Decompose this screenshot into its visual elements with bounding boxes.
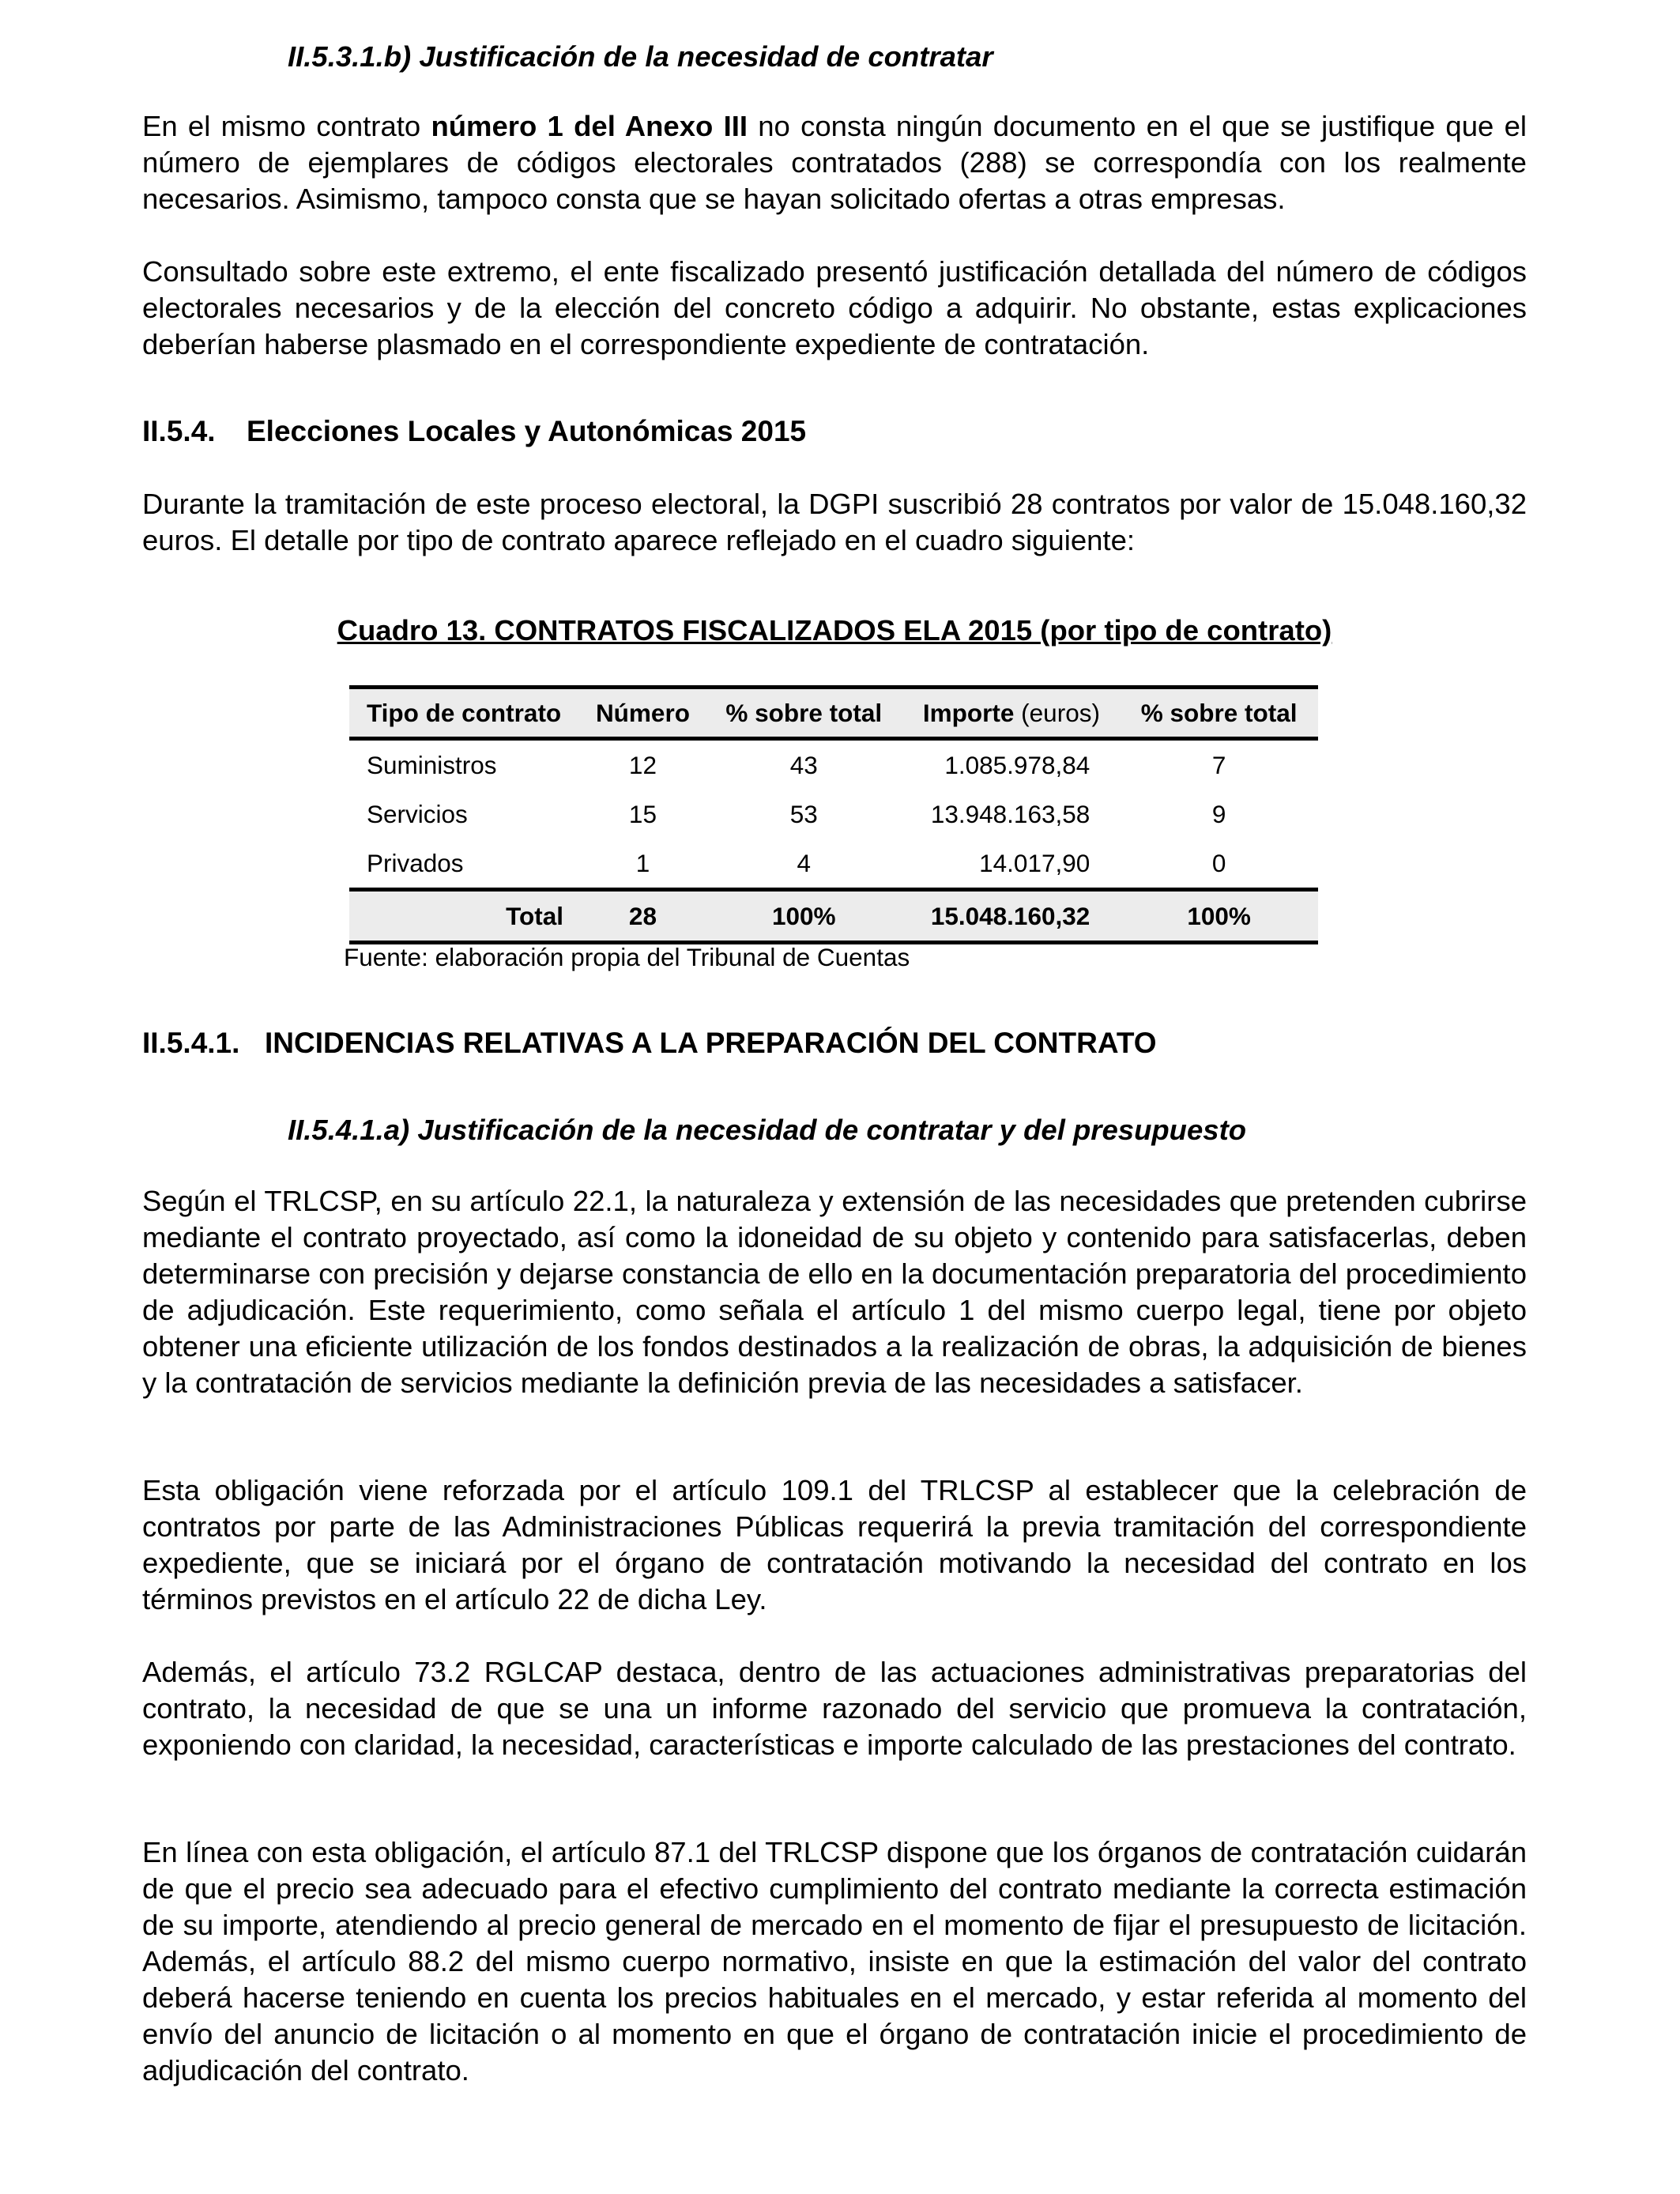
table-row: Suministros 12 43 1.085.978,84 7 <box>367 750 1226 779</box>
table-row: Privados 1 4 14.017,90 0 <box>367 848 1226 877</box>
section-title: INCIDENCIAS RELATIVAS A LA PREPARACIÓN DEL CONTRATO <box>265 1027 1157 1059</box>
table-total-row: Total 28 100% 15.048.160,32 100% <box>349 890 1318 943</box>
contracts-table <box>349 685 1318 944</box>
section-title: Elecciones Locales y Autonómicas 2015 <box>247 415 807 447</box>
header-pct-total: % sobre total <box>705 688 903 739</box>
header-numero: Número <box>581 688 705 739</box>
paragraph-trlcsp-22: Según el TRLCSP, en su artículo 22.1, la naturaleza y extensión de las necesidades que pretenden cubrirse mediante el contrato proyectado, así como la idoneidad de su objeto y contenido para satisfacerlas, deben determinarse con precisión y dejarse constancia de ello en la documentación preparatoria del procedimiento de adjudicación. Este requerimiento, como señala el artículo 1 del mismo cuerpo legal, tiene por objeto obtener una eficiente utilización de los fondos destinados a la realización de obras, la adquisición de bienes y la contratación de servicios mediante la definición previa de las necesidades a satisfacer. <box>142 1185 1527 1399</box>
bold-contract-ref: número 1 del Anexo III <box>431 110 748 142</box>
table-source-note: Fuente: elaboración propia del Tribunal de Cuentas <box>344 943 910 971</box>
table-title: Cuadro 13. CONTRATOS FISCALIZADOS ELA 2015 (por tipo de contrato) <box>337 614 1332 647</box>
header-tipo: Tipo de contrato <box>349 688 581 739</box>
section-heading-elecciones <box>142 413 1527 450</box>
paragraph-tramitacion: Durante la tramitación de este proceso electoral, la DGPI suscribió 28 contratos por valor de 15.048.160,32 euros. El detalle por tipo de contrato aparece reflejado en el cuadro siguiente: <box>142 488 1527 556</box>
table-header-row <box>349 688 1318 739</box>
table-row: Servicios 15 53 13.948.163,58 9 <box>367 799 1226 828</box>
paragraph-trlcsp-87: En línea con esta obligación, el artículo 87.1 del TRLCSP dispone que los órganos de contratación cuidarán de que el precio sea adecuado para el efectivo cumplimiento del contrato mediante la correcta estimación de su importe, atendiendo al precio general de mercado en el momento de fijar el presupuesto de licitación. Además, el artículo 88.2 del mismo cuerpo normativo, insiste en que la estimación del valor del contrato deberá hacerse teniendo en cuenta los precios habituales en el mercado, y estar referida al momento del envío del anuncio de licitación o al momento en que el órgano de contratación inicie el procedimiento de adjudicación del contrato. <box>142 1836 1527 2087</box>
section-heading-incidencias <box>142 1025 1527 1061</box>
paragraph-anexo-iii: En el mismo contrato número 1 del Anexo III no consta ningún documento en el que se justifique que el número de ejemplares de códigos electorales contratados (288) se correspondía con los realmente necesarios. Asimismo, tampoco consta que se hayan solicitado ofertas a otras empresas. <box>142 110 1527 215</box>
paragraph-rglcap-73: Además, el artículo 73.2 RGLCAP destaca, dentro de las actuaciones administrativas preparatorias del contrato, la necesidad de que se una un informe razonado del servicio que promueva la contratación, exponiendo con claridad, la necesidad, características e importe calculado de las prestaciones del contrato. <box>142 1656 1527 1761</box>
subsection-heading-justificacion: II.5.3.1.b) Justificación de la necesidad de contratar <box>288 40 993 73</box>
subsection-heading-presupuesto: II.5.4.1.a) Justificación de la necesidad de contratar y del presupuesto <box>288 1114 1247 1146</box>
section-number: II.5.4.1. <box>142 1027 240 1059</box>
section-number: II.5.4. <box>142 415 216 447</box>
paragraph-consultado: Consultado sobre este extremo, el ente fiscalizado presentó justificación detallada del número de códigos electorales necesarios y de la elección del concreto código a adquirir. No obstante, estas explicaciones deberían haberse plasmado en el correspondiente expediente de contratación. <box>142 255 1527 360</box>
header-importe: Importe (euros) <box>903 688 1121 739</box>
header-pct-total-importe: % sobre total <box>1120 688 1318 739</box>
paragraph-trlcsp-109: Esta obligación viene reforzada por el artículo 109.1 del TRLCSP al establecer que la celebración de contratos por parte de las Administraciones Públicas requerirá la previa tramitación del correspondiente expediente, que se iniciará por el órgano de contratación motivando la necesidad del contrato en los términos previstos en el artículo 22 de dicha Ley. <box>142 1474 1527 1615</box>
